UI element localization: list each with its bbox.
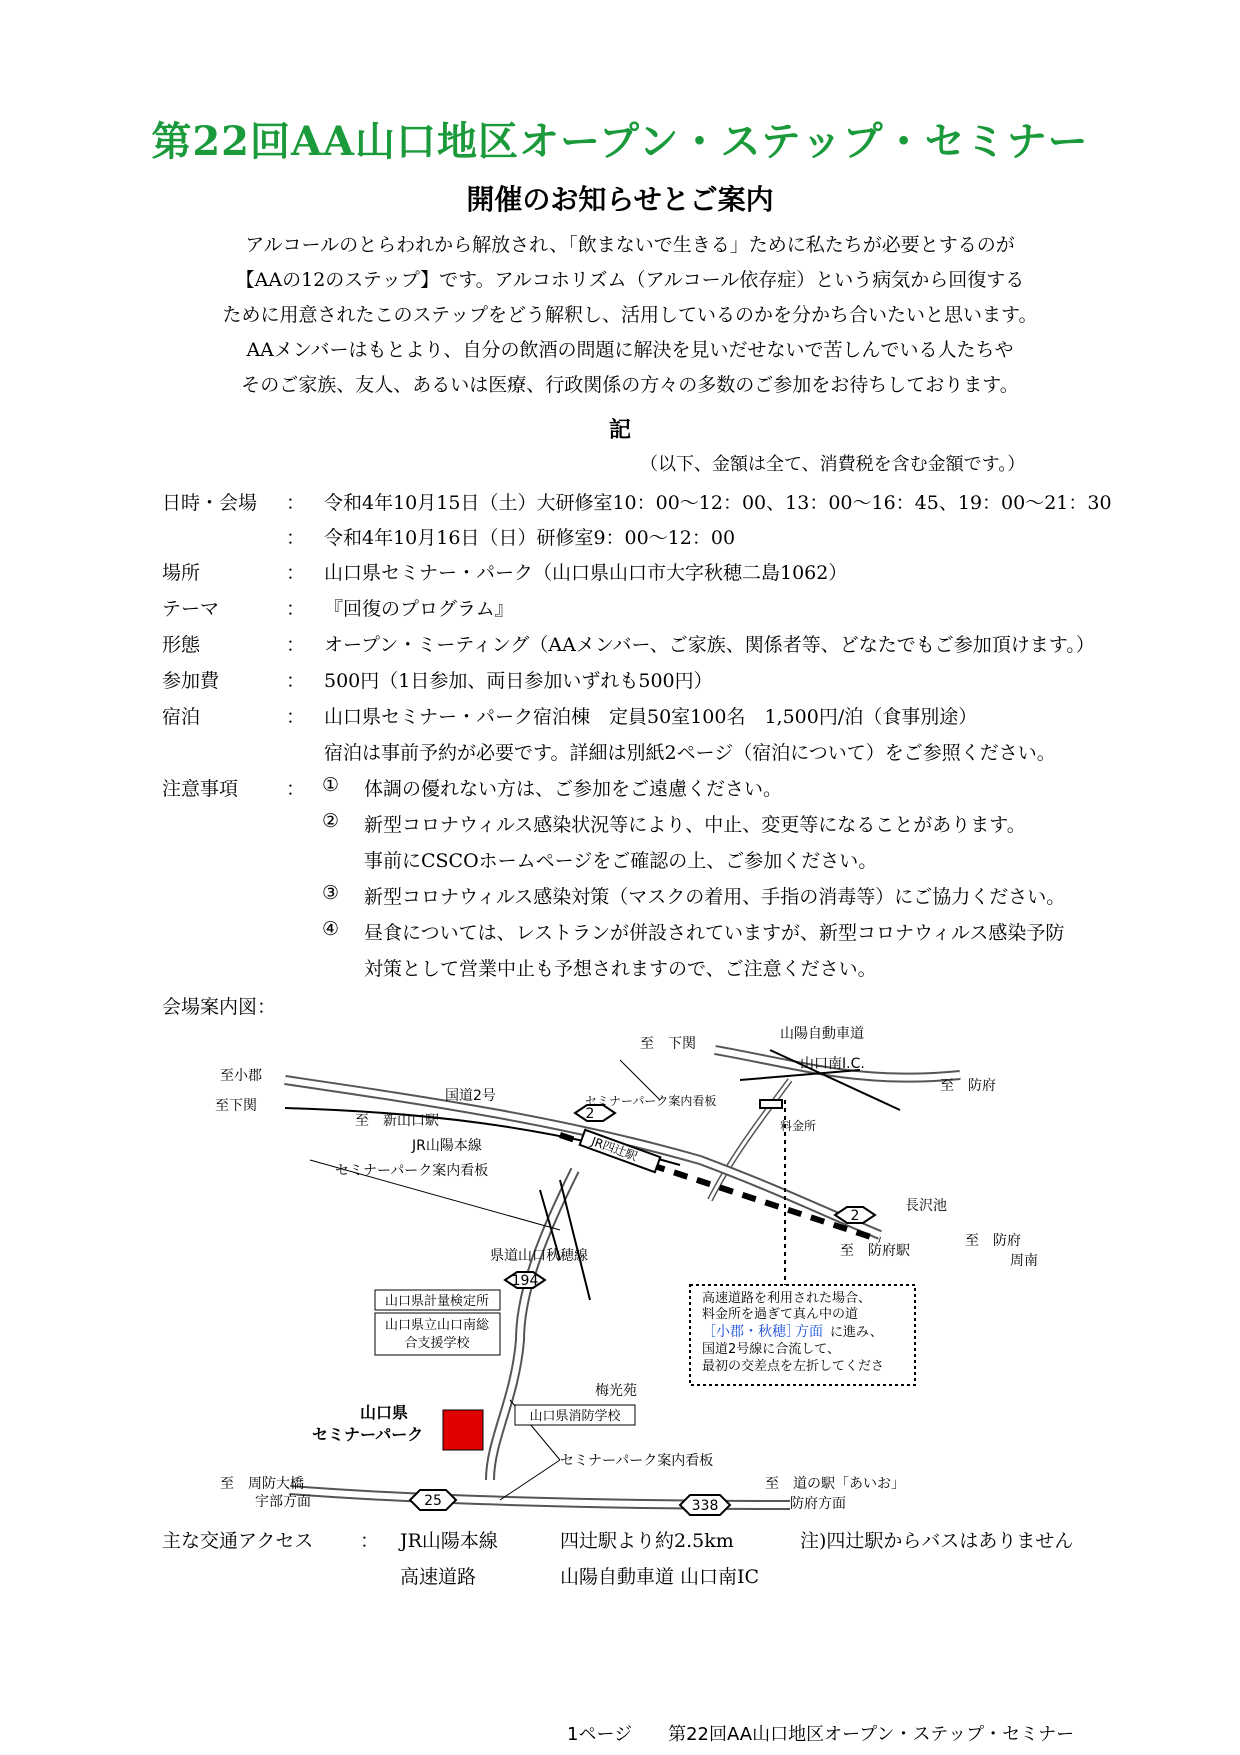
access-road-detail: 山陽自動車道 山口南IC [560,1566,760,1588]
footer-title: 第22回AA山口地区オープン・ステップ・セミナー [668,1724,1075,1745]
note-line: 国道2号線に合流して、 [702,1342,841,1357]
venue-map [0,1020,1240,1530]
map-nagasawa-pond: 長沢池 [905,1198,947,1214]
separator: ： [286,598,306,620]
page-footer [567,1720,1110,1746]
route-25-shield: 25 [424,1493,442,1509]
access-rail-type: JR山陽本線 [400,1530,498,1552]
caution-text: 昼食については、レストランが併設されていますが、新型コロナウィルス感染予防 [364,922,1065,944]
intro-line: 【AAの12のステップ】です。アルコホリズム（アルコール依存症）という病気から回復する [235,269,1025,291]
map-to-michi-no-eki: 至 道の駅「あいお」 [765,1476,905,1492]
detail-label: 注意事項 [162,778,239,800]
map-to-shimonoseki-left: 至下関 [215,1098,257,1114]
map-to-hofu-station: 至 防府駅 [840,1243,910,1259]
caution-number: ① [322,774,340,796]
page-subtitle: 開催のお知らせとご案内 [466,183,774,216]
map-inspection-office: 山口県計量検定所 [384,1294,490,1309]
detail-value: 令和4年10月16日（日）研修室9：00～12：00 [324,527,736,549]
note-line: 料金所を過ぎて真ん中の道 [702,1307,859,1322]
access-separator: ： [360,1530,380,1552]
separator: ： [286,778,306,800]
separator: ： [286,634,306,656]
caution-text: 対策として営業中止も予想されますので、ご注意ください。 [364,958,877,980]
map-toll-gate: 料金所 [780,1119,817,1133]
map-special-school-1: 山口県立山口南総 [384,1318,490,1333]
map-jr-station: JR四辻駅 [589,1134,640,1164]
caution-text: 新型コロナウィルス感染状況等により、中止、変更等になることがあります。 [364,814,1026,836]
map-to-shimonoseki-top: 至 下関 [640,1036,696,1052]
map-national-route-2: 国道2号 [445,1088,496,1104]
intro-line: ために用意されたこのステップをどう解釈し、活用しているのかを分かち合いたいと思います。 [222,304,1038,326]
detail-value: 令和4年10月15日（土）大研修室10：00～12：00、13：00～16：45、19：00～21：30 [324,492,1112,514]
map-to-ogori: 至小郡 [220,1068,262,1084]
detail-label: 日時・会場 [162,492,258,514]
map-sign-left: セミナーパーク案内看板 [335,1163,489,1179]
map-baikoen: 梅光苑 [595,1383,637,1399]
map-fire-school: 山口県消防学校 [529,1409,621,1424]
map-sign-top: セミナーパーク案内看板 [585,1094,717,1108]
map-venue-2: セミナーパーク [312,1425,424,1444]
note-line: 最初の交差点を左折してくださ [702,1359,885,1374]
detail-value: 山口県セミナー・パーク（山口県山口市大字秋穂二島1062） [324,562,848,584]
route-194-shield: 194 [511,1273,539,1289]
detail-label: 場所 [162,562,201,584]
intro-line: アルコールのとらわれから解放され、「飲まないで生きる」ために私たちが必要とするのが [245,234,1015,256]
map-ube-direction: 宇部方面 [255,1494,311,1510]
caution-text: 体調の優れない方は、ご参加をご遠慮ください。 [364,778,783,800]
separator: ： [286,670,306,692]
map-shunan: 周南 [1010,1253,1038,1269]
map-venue-1: 山口県 [360,1403,409,1422]
map-special-school-2: 合支援学校 [404,1336,470,1351]
footer-page-number: 1ページ [567,1724,633,1745]
note-line: 高速道路を利用された場合、 [702,1291,872,1306]
intro-line: そのご家族、友人、あるいは医療、行政関係の方々の多数のご参加をお待ちしております。 [241,374,1019,396]
ki-heading: 記 [608,417,631,443]
detail-value: 宿泊は事前予約が必要です。詳細は別紙2ページ（宿泊について）をご参照ください。 [324,742,1056,764]
detail-value: 山口県セミナー・パーク宿泊棟 定員50室100名 1,500円/泊（食事別途） [324,706,978,728]
caution-number: ④ [322,918,340,940]
map-to-shinyamaguchi: 至 新山口駅 [355,1113,439,1129]
map-sign-bottom: セミナーパーク案内看板 [560,1453,714,1469]
access-road-type: 高速道路 [400,1566,477,1588]
separator: ： [286,706,306,728]
route-338-shield: 338 [691,1498,719,1514]
detail-label: 形態 [162,634,201,656]
note-line: 方面 [795,1324,823,1340]
map-hofu-direction: 防府方面 [790,1496,846,1512]
access-rail-detail: 四辻駅より約2.5km [560,1530,734,1552]
map-label: 会場案内図： [162,996,277,1018]
intro-paragraph [180,228,1080,403]
access-rail-note: 注)四辻駅からバスはありません [800,1530,1074,1552]
note-line: に進み、 [830,1325,883,1340]
detail-value: 500円（1日参加、両日参加いずれも500円） [324,670,713,692]
prefectural-road [490,1170,575,1480]
detail-value: 『回復のプログラム』 [324,598,514,620]
caution-number: ③ [322,882,340,904]
route-2-shield-a: 2 [585,1106,595,1122]
separator: ： [286,492,306,514]
separator: ： [286,527,306,549]
separator: ： [286,562,306,584]
caution-number: ② [322,810,340,832]
detail-label: 宿泊 [162,706,201,728]
tax-note: （以下、金額は全て、消費税を含む金額です。） [640,454,1026,475]
venue-marker [443,1410,483,1450]
map-jr-sanyo-line: JR山陽本線 [412,1138,482,1154]
route-2-shield-b: 2 [850,1208,860,1224]
detail-label: テーマ [162,598,220,620]
map-to-hofu-shunan: 至 防府 [965,1233,1021,1249]
access-label: 主な交通アクセス [162,1530,314,1552]
intro-line: AAメンバーはもとより、自分の飲酒の問題に解決を見いだせないで苦しんでいる人たちや [246,339,1014,361]
map-to-shuho-bridge: 至 周防大橋 [220,1476,304,1492]
caution-text: 新型コロナウィルス感染対策（マスクの着用、手指の消毒等）にご協力ください。 [364,886,1066,908]
note-highlight: ［小郡・秋穂］ [702,1324,800,1340]
map-to-hofu: 至 防府 [940,1078,996,1094]
caution-text: 事前にCSCOホームページをご確認の上、ご参加ください。 [364,850,878,872]
map-sanyo-expressway: 山陽自動車道 [780,1026,864,1042]
map-ic: 山口南I.C. [800,1056,865,1072]
detail-label: 参加費 [162,670,220,692]
map-prefectural-road: 県道山口秋穂線 [490,1248,588,1264]
detail-value: オープン・ミーティング（AAメンバー、ご家族、関係者等、どなたでもご参加頂けます。） [324,634,1095,656]
page-title: 第22回AA山口地区オープン・ステップ・セミナー [151,118,1089,165]
